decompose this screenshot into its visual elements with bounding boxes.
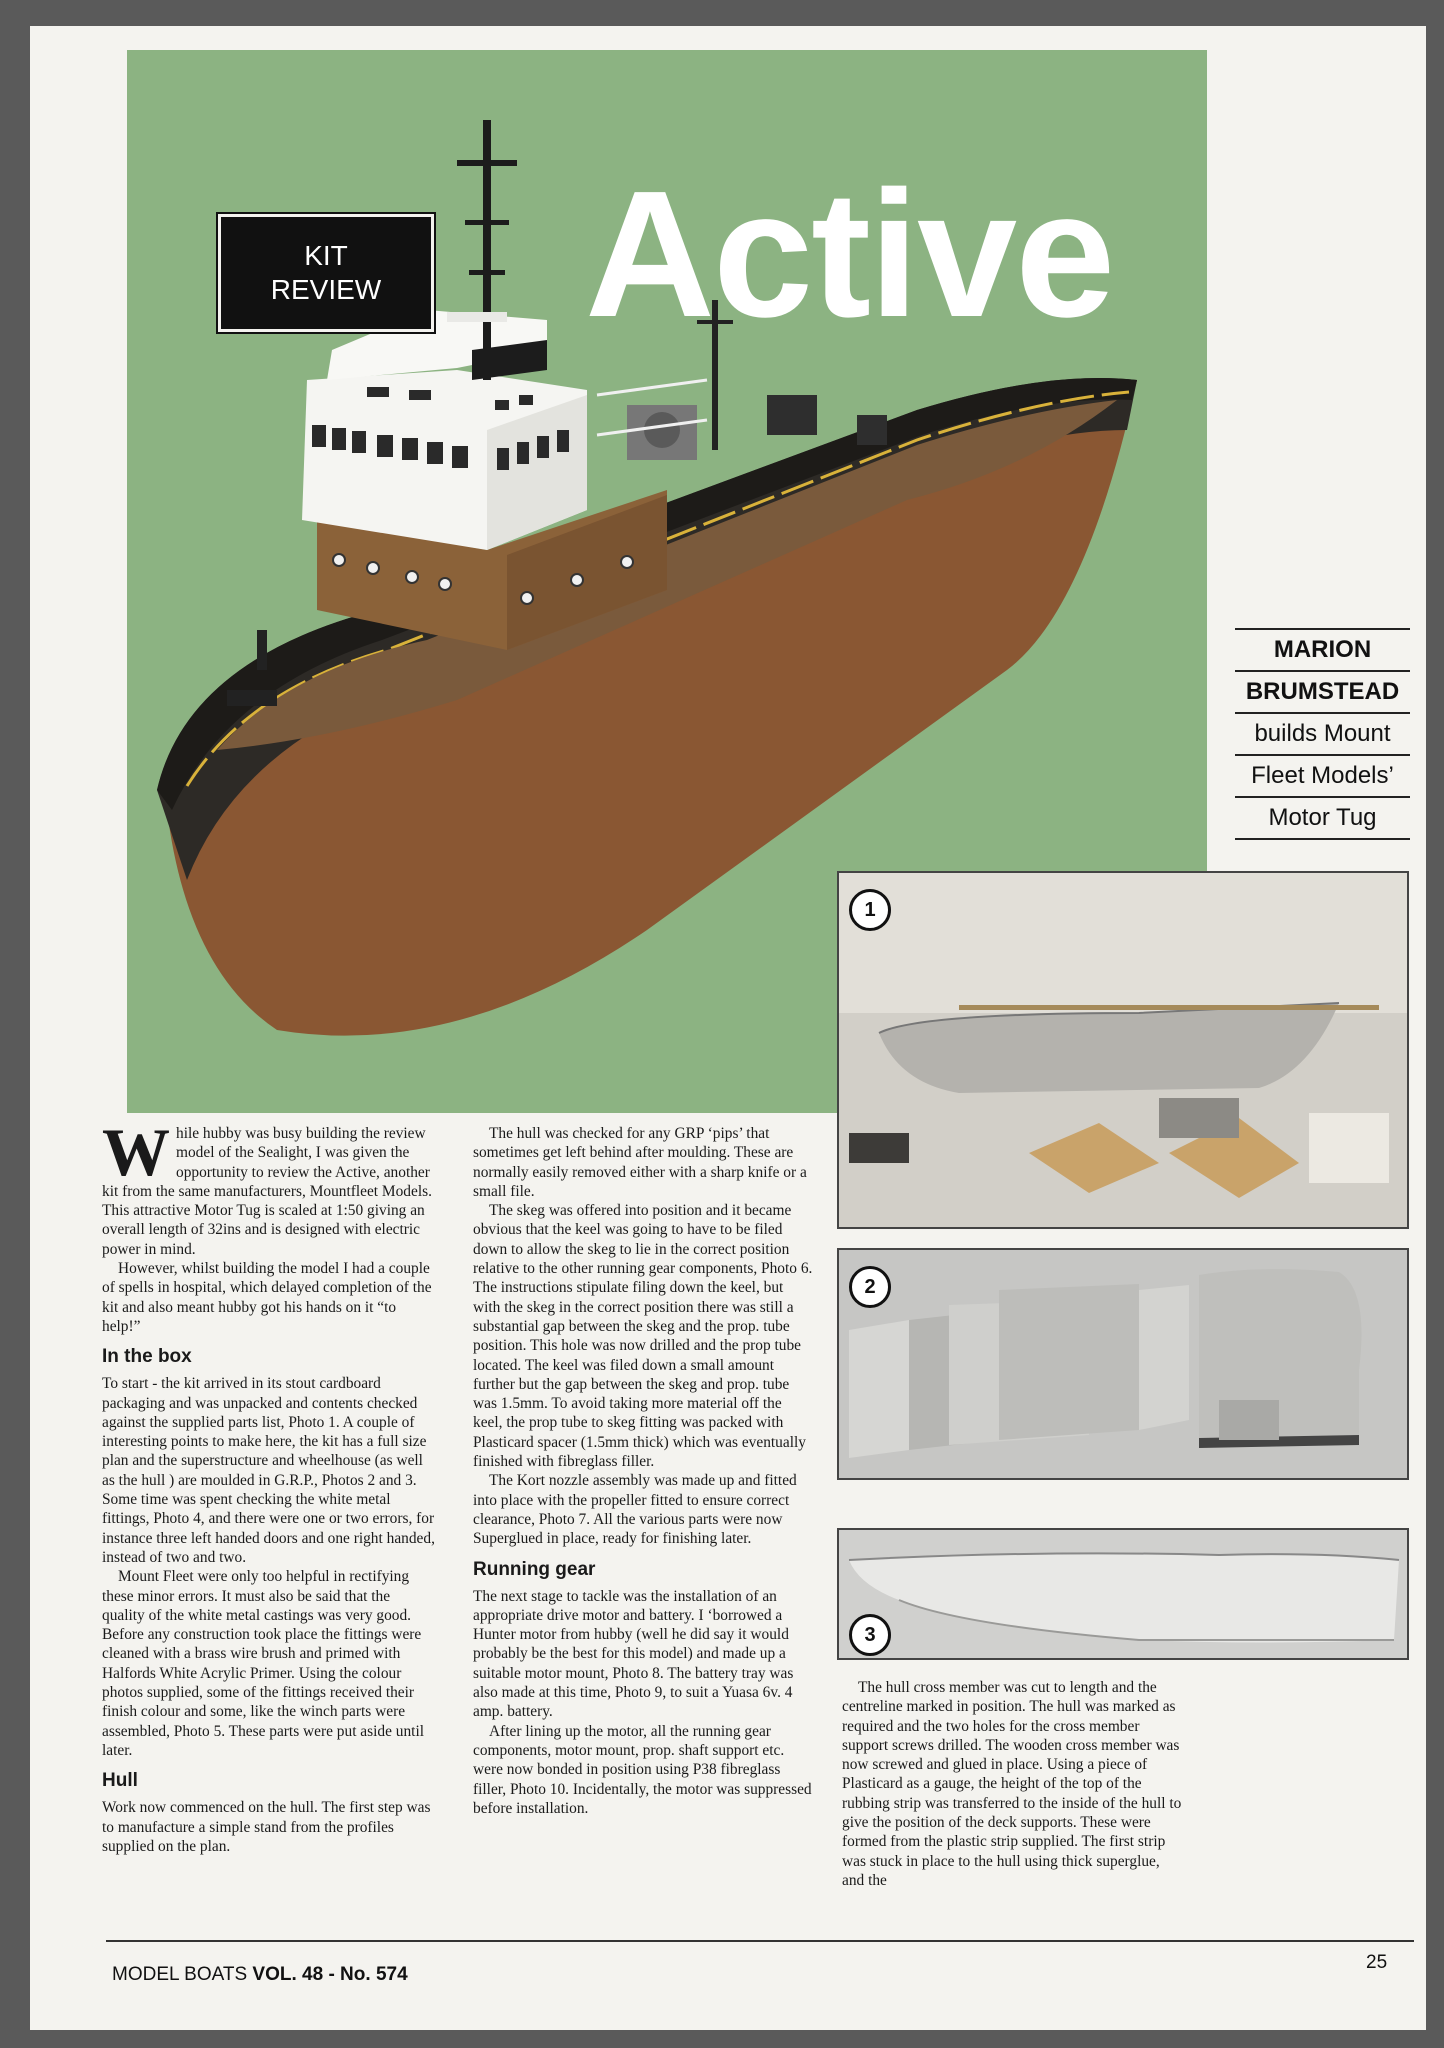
page-number: 25 <box>1366 1952 1388 1973</box>
byline <box>1235 628 1410 840</box>
paragraph: After lining up the motor, all the running gear components, motor mount, prop. shaft support etc. were now bonded in position using P38 fibreglass filler, Photo 10. Incidentally, the motor was suppressed before installation. <box>473 1722 812 1817</box>
paragraph: The hull cross member was cut to length and the centreline marked in position. The hull was marked as required and the two holes for the cross member support screws drilled. The wooden cross member was now screwed and glued in place. Using a piece of Plasticard as a gauge, the height of the top of the rubbing strip was transferred to the inside of the hull to give the position of the deck supports. These were formed from the plastic strip supplied. The first strip was stuck in place to the hull using thick superglue, and the <box>842 1679 1182 1889</box>
photo-1-number: 1 <box>849 889 891 931</box>
paragraph: Mount Fleet were only too helpful in rectifying these minor errors. It must also be said that the quality of the white metal castings was very good. Before any construction took place the fittings were cleaned with a brass wire brush and primed with Halfords White Acrylic Primer. Using the colour photos supplied, some of the fittings received their finish colour and some, like the winch parts were assembled, Photo 5. These parts were put aside until later. <box>102 1568 425 1759</box>
article-column-1 <box>102 1114 436 1856</box>
heading-hull: Hull <box>102 1770 138 1792</box>
photo-1-image <box>839 873 1407 1227</box>
byline-line2: BRUMSTEAD <box>1235 670 1410 712</box>
byline-line5: Motor Tug <box>1235 796 1410 840</box>
photo-1 <box>837 871 1409 1229</box>
paragraph: To start - the kit arrived in its stout cardboard packaging and was unpacked and contents checked against the supplied parts list, Photo 1. A couple of interesting points to make here, the kit has a full size plan and the superstructure and wheelhouse (as well as the hull ) are moulded in G.R.P., Photos 2 and 3. Some time was spent checking the white metal fittings, Photo 4, and there were one or two errors, for instance three left handed doors and one right handed, instead of two and two. <box>102 1375 435 1566</box>
paragraph: However, whilst building the model I had a couple of spells in hospital, which delayed completion of the kit and also meant hubby got his hands on it “to help!” <box>102 1260 432 1335</box>
paragraph: Work now commenced on the hull. The first step was to manufacture a simple stand from the profiles supplied on the plan. <box>102 1799 431 1855</box>
byline-line1: MARION <box>1235 628 1410 670</box>
article-title: Active <box>585 154 1114 355</box>
magazine-page <box>30 26 1426 2030</box>
kit-review-label <box>218 214 434 332</box>
article-column-3 <box>842 1678 1182 1890</box>
photo-3-number: 3 <box>849 1614 891 1656</box>
volume-number: VOL. 48 - No. 574 <box>252 1964 408 1985</box>
photo-3-image <box>839 1530 1407 1658</box>
kit-label-line1: KIT <box>304 240 348 271</box>
heading-running-gear: Running gear <box>473 1558 596 1580</box>
byline-line4: Fleet Models’ <box>1235 754 1410 796</box>
kit-label-line2: REVIEW <box>270 274 382 305</box>
paragraph: The skeg was offered into position and it became obvious that the keel was going to have to be filed down to allow the skeg to lie in the correct position relative to the other running gear components, Photo 6. The instructions stipulate filing down the keel, but with the skeg in the correct position there was still a substantial gap between the skeg and the prop. tube position. This hole was now drilled and the prop tube located. The keel was filed down a small amount further but the gap between the skeg and prop. tube was 1.5mm. To avoid taking more material off the keel, the prop tube to skeg fitting was packed with Plasticard spacer (1.5mm thick) which was eventually finished with fibreglass filler. <box>473 1202 813 1471</box>
photo-2-image <box>839 1250 1407 1478</box>
heading-in-the-box: In the box <box>102 1346 192 1368</box>
photo-3 <box>837 1528 1409 1660</box>
photo-2-number: 2 <box>849 1266 891 1308</box>
byline-line3: builds Mount <box>1235 712 1410 754</box>
article-column-2 <box>473 1124 813 1818</box>
paragraph-intro: While hubby was busy building the review model of the Sealight, I was given the opportunity to review the Active, another kit from the same manufacturers, Mountfleet Models. This attractive Motor Tug is scaled at 1:50 giving an overall length of 32ins and is designed with electric power in mind. <box>102 1114 432 1258</box>
paragraph: The Kort nozzle assembly was made up and fitted into place with the propeller fitted to ensure correct clearance, Photo 7. All the various parts were now Superglued in place, ready for finishing later. <box>473 1472 797 1548</box>
paragraph: The next stage to tackle was the installation of an appropriate drive motor and battery. I ‘borrowed a Hunter motor from hubby (well he did say it would probably be the best for this model) and made up a suitable motor mount, Photo 8. The battery tray was also made at this time, Photo 9, to suit a Yuasa 6v. 4 amp. battery. <box>473 1587 794 1721</box>
magazine-name: MODEL BOATS <box>112 1964 248 1985</box>
paragraph: The hull was checked for any GRP ‘pips’ that sometimes get left behind after moulding. These are normally easily removed either with a sharp knife or a small file. <box>473 1125 807 1200</box>
footer-rule <box>106 1940 1414 1942</box>
footer-magazine <box>112 1964 408 1986</box>
photo-2 <box>837 1248 1409 1480</box>
drop-cap: W <box>102 1114 170 1190</box>
